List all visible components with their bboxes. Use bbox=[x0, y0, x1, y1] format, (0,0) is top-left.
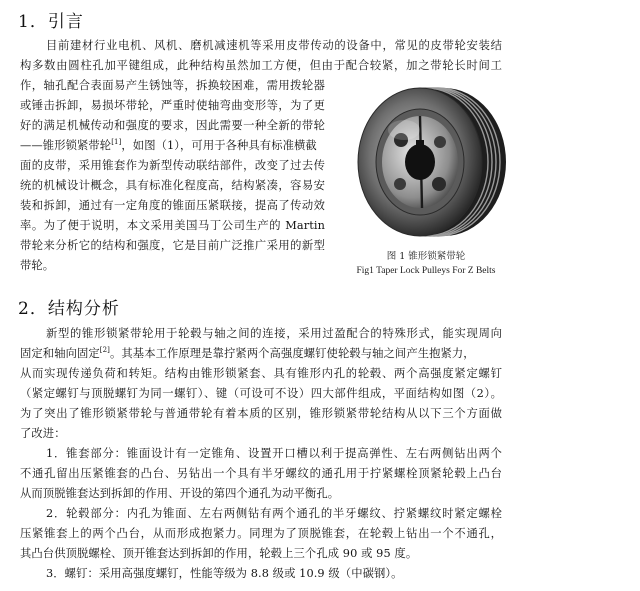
text-line: 其凸台供顶脱螺栓、顶开锥套达到拆卸的作用，轮毂上三个孔成 90 或 95 度。 bbox=[20, 547, 418, 560]
text-line: 目前建材行业电机、风机、磨机减速机等采用皮带传动的设备中，常见的皮带轮安装结 bbox=[46, 39, 502, 52]
text-segment: ，如图（1），可用于各种具有标准横截 bbox=[121, 139, 317, 152]
text-line: 好的满足机械传动和强度的要求，因此需要一种全新的带轮 bbox=[20, 119, 325, 132]
text-line: 2．轮毂部分：内孔为锥面、左右两侧钻有两个通孔的半牙螺纹、拧紧螺纹时紧定螺栓 bbox=[46, 507, 502, 520]
text-segment: ——锥形锁紧带轮 bbox=[20, 139, 112, 152]
intro-paragraph-full bbox=[20, 36, 502, 76]
text-line: 作，轴孔配合表面易产生锈蚀等，拆换较困难，需用拨轮器 bbox=[20, 79, 325, 92]
item-3-paragraph bbox=[20, 564, 502, 584]
text-line: 从而顶脱锥套达到拆卸的作用、开设的第四个通孔为动平衡孔。 bbox=[20, 487, 340, 500]
text-line bbox=[20, 136, 325, 156]
citation-ref-2: [2] bbox=[99, 346, 110, 354]
text-line: 从而实现传递负荷和转矩。结构由锥形锁紧套、具有锥形内孔的轮毂、两个高强度紧定螺钉 bbox=[20, 367, 502, 380]
figure-caption-cn: 图 1 锥形锁紧带轮 bbox=[386, 251, 466, 262]
text-line: 带轮。 bbox=[20, 259, 55, 272]
text-line: （紧定螺钉与顶脱螺钉为同一螺钉）、键（可设可不设）四大部件组成，平面结构如图（2）。 bbox=[20, 387, 502, 400]
figure-caption-en: Fig1 Taper Lock Pulleys For Z Belts bbox=[356, 266, 496, 276]
item-1-paragraph bbox=[20, 444, 502, 504]
text-line: 或锤击拆卸，易损坏带轮，严重时使轴弯曲变形等，为了更 bbox=[20, 99, 325, 112]
section-1-heading: 1．引言 bbox=[18, 12, 84, 32]
text-line bbox=[20, 344, 502, 364]
section-2-heading: 2．结构分析 bbox=[18, 299, 120, 319]
taper-lock-pulley-photo bbox=[340, 80, 510, 240]
text-line: 不通孔留出压紧锥套的凸台、另钻出一个具有半牙螺纹的通孔用于拧紧螺栓顶紧轮毂上凸台 bbox=[20, 467, 502, 480]
text-segment: 。其基本工作原理是靠拧紧两个高强度螺钉使轮毂与轴之间产生抱紧力， bbox=[110, 347, 475, 360]
item-2-paragraph bbox=[20, 504, 502, 564]
text-line: 构多数由圆柱孔加平键组成，此种结构虽然加工方便，但由于配合较紧，加之带轮长时间工 bbox=[20, 59, 502, 72]
text-line: 压紧锥套上的两个凸台，从而形成抱紧力。同理为了顶脱锥套，在轮毂上钻出一个不通孔， bbox=[20, 527, 502, 540]
text-line: 带轮来分析它的结构和强度，它是目前广泛推广采用的新型 bbox=[20, 239, 325, 252]
citation-ref-1: [1] bbox=[111, 138, 122, 146]
intro-paragraph-wrapped bbox=[20, 76, 325, 276]
text-line: 装和拆卸，通过有一定角度的锥面压紧联接，提高了传动效 bbox=[20, 199, 325, 212]
text-line: 为了突出了锥形锁紧带轮与普通带轮有着本质的区别，锥形锁紧带轮结构从以下三个方面做 bbox=[20, 407, 502, 420]
structure-paragraph bbox=[20, 324, 502, 444]
text-line: 新型的锥形锁紧带轮用于轮毂与轴之间的连接，采用过盈配合的特殊形式，能实现周向 bbox=[46, 327, 502, 340]
text-line: 1．锥套部分：锥面设计有一定锥角、设置开口槽以利于提高弹性、左右两侧钻出两个 bbox=[46, 447, 502, 460]
text-line: 面的皮带，采用锥套作为新型传动联结部件，改变了过去传 bbox=[20, 159, 325, 172]
text-line: 统的机械设计概念，具有标准化程度高，结构紧凑，容易安 bbox=[20, 179, 325, 192]
text-line: 了改进： bbox=[20, 427, 66, 440]
text-segment: 固定和轴向固定 bbox=[20, 347, 100, 360]
text-line: 率。为了便于说明，本文采用美国马丁公司生产的 Martin bbox=[20, 219, 325, 232]
text-line: 3．螺钉：采用高强度螺钉，性能等级为 8.8 级或 10.9 级（中碳钢）。 bbox=[46, 567, 403, 580]
